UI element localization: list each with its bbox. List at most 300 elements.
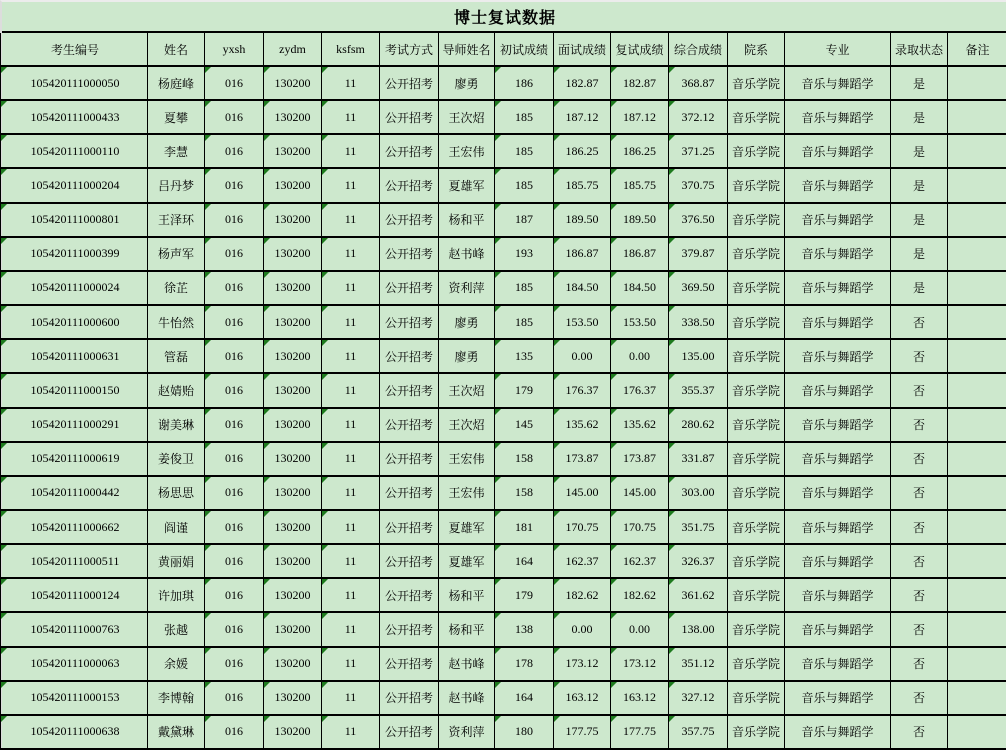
- cell[interactable]: [380, 204, 439, 238]
- cell[interactable]: [264, 545, 322, 579]
- cell[interactable]: [554, 340, 611, 374]
- cell[interactable]: [611, 169, 669, 203]
- cell[interactable]: [948, 579, 1006, 613]
- cell[interactable]: [495, 477, 554, 511]
- cell[interactable]: [611, 409, 669, 443]
- cell[interactable]: [728, 443, 785, 477]
- cell[interactable]: [439, 409, 495, 443]
- column-header[interactable]: 备注: [948, 33, 1006, 67]
- cell[interactable]: [380, 648, 439, 682]
- cell[interactable]: [611, 135, 669, 169]
- cell[interactable]: [380, 306, 439, 340]
- cell[interactable]: [439, 101, 495, 135]
- cell[interactable]: [669, 135, 728, 169]
- cell[interactable]: [891, 545, 948, 579]
- cell[interactable]: [891, 101, 948, 135]
- cell[interactable]: [785, 409, 891, 443]
- cell[interactable]: [669, 169, 728, 203]
- cell[interactable]: [891, 374, 948, 408]
- cell[interactable]: [205, 545, 264, 579]
- cell[interactable]: [380, 613, 439, 647]
- cell[interactable]: [554, 477, 611, 511]
- column-header[interactable]: yxsh: [205, 33, 264, 67]
- cell[interactable]: [785, 67, 891, 101]
- cell[interactable]: [891, 648, 948, 682]
- cell[interactable]: [948, 716, 1006, 750]
- cell[interactable]: [728, 272, 785, 306]
- cell[interactable]: [728, 716, 785, 750]
- cell[interactable]: [380, 135, 439, 169]
- cell[interactable]: [554, 511, 611, 545]
- cell[interactable]: [669, 374, 728, 408]
- cell[interactable]: [495, 340, 554, 374]
- cell[interactable]: [495, 613, 554, 647]
- cell[interactable]: [611, 648, 669, 682]
- cell[interactable]: [439, 613, 495, 647]
- cell[interactable]: [439, 716, 495, 750]
- cell[interactable]: [785, 648, 891, 682]
- cell[interactable]: [728, 477, 785, 511]
- cell[interactable]: [439, 374, 495, 408]
- cell[interactable]: [948, 204, 1006, 238]
- cell[interactable]: [611, 67, 669, 101]
- cell[interactable]: [148, 135, 205, 169]
- cell[interactable]: [495, 135, 554, 169]
- cell[interactable]: [495, 101, 554, 135]
- cell[interactable]: [0, 716, 148, 750]
- cell[interactable]: [205, 409, 264, 443]
- cell[interactable]: [785, 477, 891, 511]
- cell[interactable]: [322, 409, 380, 443]
- cell[interactable]: [322, 477, 380, 511]
- cell[interactable]: [611, 477, 669, 511]
- cell[interactable]: [785, 579, 891, 613]
- cell[interactable]: [380, 409, 439, 443]
- cell[interactable]: [205, 135, 264, 169]
- cell[interactable]: [728, 545, 785, 579]
- cell[interactable]: [728, 374, 785, 408]
- column-header[interactable]: 考试方式: [380, 33, 439, 67]
- cell[interactable]: [948, 238, 1006, 272]
- cell[interactable]: [554, 135, 611, 169]
- column-header[interactable]: 面试成绩: [554, 33, 611, 67]
- cell[interactable]: [439, 135, 495, 169]
- cell[interactable]: [728, 340, 785, 374]
- cell[interactable]: [264, 409, 322, 443]
- cell[interactable]: [891, 443, 948, 477]
- cell[interactable]: [0, 272, 148, 306]
- cell[interactable]: [891, 477, 948, 511]
- cell[interactable]: [439, 169, 495, 203]
- cell[interactable]: [948, 169, 1006, 203]
- cell[interactable]: [554, 238, 611, 272]
- cell[interactable]: [554, 443, 611, 477]
- cell[interactable]: [439, 648, 495, 682]
- cell[interactable]: [495, 374, 554, 408]
- cell[interactable]: [891, 579, 948, 613]
- cell[interactable]: [264, 272, 322, 306]
- cell[interactable]: [611, 613, 669, 647]
- cell[interactable]: [669, 682, 728, 716]
- cell[interactable]: [264, 67, 322, 101]
- cell[interactable]: [322, 169, 380, 203]
- cell[interactable]: [148, 238, 205, 272]
- cell[interactable]: [495, 272, 554, 306]
- cell[interactable]: [380, 682, 439, 716]
- cell[interactable]: [785, 238, 891, 272]
- cell[interactable]: [495, 648, 554, 682]
- cell[interactable]: [205, 613, 264, 647]
- cell[interactable]: [264, 716, 322, 750]
- cell[interactable]: [728, 169, 785, 203]
- cell[interactable]: [0, 204, 148, 238]
- column-header[interactable]: 院系: [728, 33, 785, 67]
- cell[interactable]: [948, 374, 1006, 408]
- cell[interactable]: [728, 682, 785, 716]
- cell[interactable]: [148, 477, 205, 511]
- cell[interactable]: [205, 374, 264, 408]
- cell[interactable]: [495, 511, 554, 545]
- cell[interactable]: [0, 374, 148, 408]
- cell[interactable]: [611, 511, 669, 545]
- cell[interactable]: [322, 613, 380, 647]
- cell[interactable]: [205, 511, 264, 545]
- cell[interactable]: [0, 306, 148, 340]
- cell[interactable]: [891, 238, 948, 272]
- cell[interactable]: [611, 374, 669, 408]
- cell[interactable]: [728, 67, 785, 101]
- cell[interactable]: [205, 169, 264, 203]
- cell[interactable]: [205, 101, 264, 135]
- cell[interactable]: [205, 306, 264, 340]
- cell[interactable]: [380, 340, 439, 374]
- cell[interactable]: [669, 579, 728, 613]
- cell[interactable]: [891, 306, 948, 340]
- cell[interactable]: [495, 67, 554, 101]
- cell[interactable]: [948, 135, 1006, 169]
- cell[interactable]: [891, 169, 948, 203]
- cell[interactable]: [728, 613, 785, 647]
- cell[interactable]: [148, 579, 205, 613]
- cell[interactable]: [785, 511, 891, 545]
- cell[interactable]: [728, 579, 785, 613]
- cell[interactable]: [554, 272, 611, 306]
- cell[interactable]: [439, 204, 495, 238]
- cell[interactable]: [148, 409, 205, 443]
- cell[interactable]: [322, 272, 380, 306]
- cell[interactable]: [554, 409, 611, 443]
- cell[interactable]: [264, 238, 322, 272]
- cell[interactable]: [948, 443, 1006, 477]
- cell[interactable]: [948, 340, 1006, 374]
- cell[interactable]: [669, 67, 728, 101]
- cell[interactable]: [0, 511, 148, 545]
- cell[interactable]: [669, 716, 728, 750]
- cell[interactable]: [380, 443, 439, 477]
- cell[interactable]: [611, 579, 669, 613]
- cell[interactable]: [439, 272, 495, 306]
- cell[interactable]: [554, 545, 611, 579]
- cell[interactable]: [148, 306, 205, 340]
- cell[interactable]: [611, 682, 669, 716]
- cell[interactable]: [439, 443, 495, 477]
- cell[interactable]: [785, 101, 891, 135]
- cell[interactable]: [439, 511, 495, 545]
- cell[interactable]: [948, 409, 1006, 443]
- cell[interactable]: [611, 306, 669, 340]
- cell[interactable]: [554, 648, 611, 682]
- cell[interactable]: [785, 169, 891, 203]
- cell[interactable]: [205, 340, 264, 374]
- cell[interactable]: [611, 272, 669, 306]
- cell[interactable]: [148, 340, 205, 374]
- column-header[interactable]: 专业: [785, 33, 891, 67]
- cell[interactable]: [728, 101, 785, 135]
- cell[interactable]: [148, 101, 205, 135]
- cell[interactable]: [205, 716, 264, 750]
- cell[interactable]: [0, 67, 148, 101]
- cell[interactable]: [205, 477, 264, 511]
- cell[interactable]: [495, 306, 554, 340]
- cell[interactable]: [728, 306, 785, 340]
- cell[interactable]: [669, 648, 728, 682]
- cell[interactable]: [0, 477, 148, 511]
- cell[interactable]: [728, 511, 785, 545]
- cell[interactable]: [148, 272, 205, 306]
- cell[interactable]: [891, 613, 948, 647]
- cell[interactable]: [554, 579, 611, 613]
- cell[interactable]: [669, 238, 728, 272]
- cell[interactable]: [948, 511, 1006, 545]
- cell[interactable]: [322, 545, 380, 579]
- cell[interactable]: [439, 67, 495, 101]
- cell[interactable]: [948, 477, 1006, 511]
- cell[interactable]: [322, 511, 380, 545]
- cell[interactable]: [264, 477, 322, 511]
- cell[interactable]: [785, 340, 891, 374]
- cell[interactable]: [205, 238, 264, 272]
- cell[interactable]: [669, 409, 728, 443]
- cell[interactable]: [148, 511, 205, 545]
- cell[interactable]: [669, 204, 728, 238]
- cell[interactable]: [554, 67, 611, 101]
- cell[interactable]: [495, 204, 554, 238]
- cell[interactable]: [554, 374, 611, 408]
- cell[interactable]: [205, 204, 264, 238]
- cell[interactable]: [0, 613, 148, 647]
- cell[interactable]: [322, 101, 380, 135]
- cell[interactable]: [264, 374, 322, 408]
- cell[interactable]: [948, 101, 1006, 135]
- cell[interactable]: [891, 682, 948, 716]
- cell[interactable]: [322, 306, 380, 340]
- cell[interactable]: [891, 511, 948, 545]
- cell[interactable]: [611, 340, 669, 374]
- cell[interactable]: [554, 169, 611, 203]
- cell[interactable]: [728, 648, 785, 682]
- cell[interactable]: [554, 716, 611, 750]
- cell[interactable]: [264, 613, 322, 647]
- cell[interactable]: [728, 204, 785, 238]
- cell[interactable]: [148, 613, 205, 647]
- cell[interactable]: [611, 545, 669, 579]
- cell[interactable]: [948, 306, 1006, 340]
- cell[interactable]: [205, 579, 264, 613]
- cell[interactable]: [891, 340, 948, 374]
- cell[interactable]: [728, 409, 785, 443]
- cell[interactable]: [439, 340, 495, 374]
- cell[interactable]: [0, 409, 148, 443]
- cell[interactable]: [669, 613, 728, 647]
- cell[interactable]: [322, 67, 380, 101]
- cell[interactable]: [439, 306, 495, 340]
- cell[interactable]: [611, 443, 669, 477]
- cell[interactable]: [495, 409, 554, 443]
- cell[interactable]: [439, 238, 495, 272]
- cell[interactable]: [611, 101, 669, 135]
- cell[interactable]: [554, 682, 611, 716]
- cell[interactable]: [148, 545, 205, 579]
- cell[interactable]: [0, 579, 148, 613]
- cell[interactable]: [495, 169, 554, 203]
- cell[interactable]: [264, 648, 322, 682]
- column-header[interactable]: 考生编号: [0, 33, 148, 67]
- cell[interactable]: [785, 374, 891, 408]
- cell[interactable]: [669, 443, 728, 477]
- cell[interactable]: [0, 340, 148, 374]
- cell[interactable]: [495, 682, 554, 716]
- cell[interactable]: [948, 613, 1006, 647]
- cell[interactable]: [891, 135, 948, 169]
- cell[interactable]: [495, 238, 554, 272]
- cell[interactable]: [785, 443, 891, 477]
- cell[interactable]: [322, 579, 380, 613]
- cell[interactable]: [728, 238, 785, 272]
- cell[interactable]: [205, 443, 264, 477]
- cell[interactable]: [728, 135, 785, 169]
- cell[interactable]: [264, 443, 322, 477]
- cell[interactable]: [554, 204, 611, 238]
- cell[interactable]: [669, 340, 728, 374]
- cell[interactable]: [148, 67, 205, 101]
- cell[interactable]: [380, 169, 439, 203]
- cell[interactable]: [148, 374, 205, 408]
- cell[interactable]: [0, 238, 148, 272]
- cell[interactable]: [380, 101, 439, 135]
- column-header[interactable]: 综合成绩: [669, 33, 728, 67]
- cell[interactable]: [785, 545, 891, 579]
- cell[interactable]: [439, 545, 495, 579]
- column-header[interactable]: 姓名: [148, 33, 205, 67]
- cell[interactable]: [0, 443, 148, 477]
- cell[interactable]: [439, 477, 495, 511]
- cell[interactable]: [264, 169, 322, 203]
- cell[interactable]: [322, 716, 380, 750]
- cell[interactable]: [669, 101, 728, 135]
- cell[interactable]: [495, 545, 554, 579]
- cell[interactable]: [785, 613, 891, 647]
- cell[interactable]: [669, 545, 728, 579]
- cell[interactable]: [948, 545, 1006, 579]
- cell[interactable]: [948, 272, 1006, 306]
- cell[interactable]: [785, 135, 891, 169]
- column-header[interactable]: 复试成绩: [611, 33, 669, 67]
- cell[interactable]: [611, 204, 669, 238]
- cell[interactable]: [264, 101, 322, 135]
- cell[interactable]: [380, 477, 439, 511]
- cell[interactable]: [554, 613, 611, 647]
- cell[interactable]: [891, 716, 948, 750]
- cell[interactable]: [0, 135, 148, 169]
- cell[interactable]: [148, 682, 205, 716]
- cell[interactable]: [0, 648, 148, 682]
- column-header[interactable]: ksfsm: [322, 33, 380, 67]
- cell[interactable]: [322, 648, 380, 682]
- column-header[interactable]: 初试成绩: [495, 33, 554, 67]
- cell[interactable]: [148, 443, 205, 477]
- cell[interactable]: [380, 374, 439, 408]
- cell[interactable]: [0, 682, 148, 716]
- cell[interactable]: [785, 682, 891, 716]
- cell[interactable]: [380, 272, 439, 306]
- cell[interactable]: [148, 169, 205, 203]
- cell[interactable]: [322, 374, 380, 408]
- cell[interactable]: [264, 511, 322, 545]
- cell[interactable]: [0, 545, 148, 579]
- cell[interactable]: [495, 579, 554, 613]
- cell[interactable]: [380, 238, 439, 272]
- column-header[interactable]: 导师姓名: [439, 33, 495, 67]
- cell[interactable]: [0, 101, 148, 135]
- cell[interactable]: [380, 511, 439, 545]
- cell[interactable]: [380, 716, 439, 750]
- cell[interactable]: [891, 409, 948, 443]
- cell[interactable]: [205, 67, 264, 101]
- cell[interactable]: [785, 716, 891, 750]
- cell[interactable]: [554, 306, 611, 340]
- cell[interactable]: [669, 477, 728, 511]
- cell[interactable]: [205, 272, 264, 306]
- cell[interactable]: [205, 682, 264, 716]
- cell[interactable]: [205, 648, 264, 682]
- cell[interactable]: [785, 306, 891, 340]
- cell[interactable]: [380, 579, 439, 613]
- cell[interactable]: [264, 135, 322, 169]
- column-header[interactable]: 录取状态: [891, 33, 948, 67]
- cell[interactable]: [264, 579, 322, 613]
- cell[interactable]: [264, 340, 322, 374]
- cell[interactable]: [669, 272, 728, 306]
- cell[interactable]: [785, 204, 891, 238]
- cell[interactable]: [322, 340, 380, 374]
- cell[interactable]: [495, 716, 554, 750]
- cell[interactable]: [322, 682, 380, 716]
- cell[interactable]: [495, 443, 554, 477]
- cell[interactable]: [891, 67, 948, 101]
- cell[interactable]: [148, 716, 205, 750]
- cell[interactable]: [264, 306, 322, 340]
- cell[interactable]: [948, 67, 1006, 101]
- cell[interactable]: [891, 272, 948, 306]
- cell[interactable]: [948, 682, 1006, 716]
- cell[interactable]: [380, 67, 439, 101]
- cell[interactable]: [439, 682, 495, 716]
- cell[interactable]: [785, 272, 891, 306]
- cell[interactable]: [264, 204, 322, 238]
- cell[interactable]: [891, 204, 948, 238]
- cell[interactable]: [264, 682, 322, 716]
- cell[interactable]: [148, 648, 205, 682]
